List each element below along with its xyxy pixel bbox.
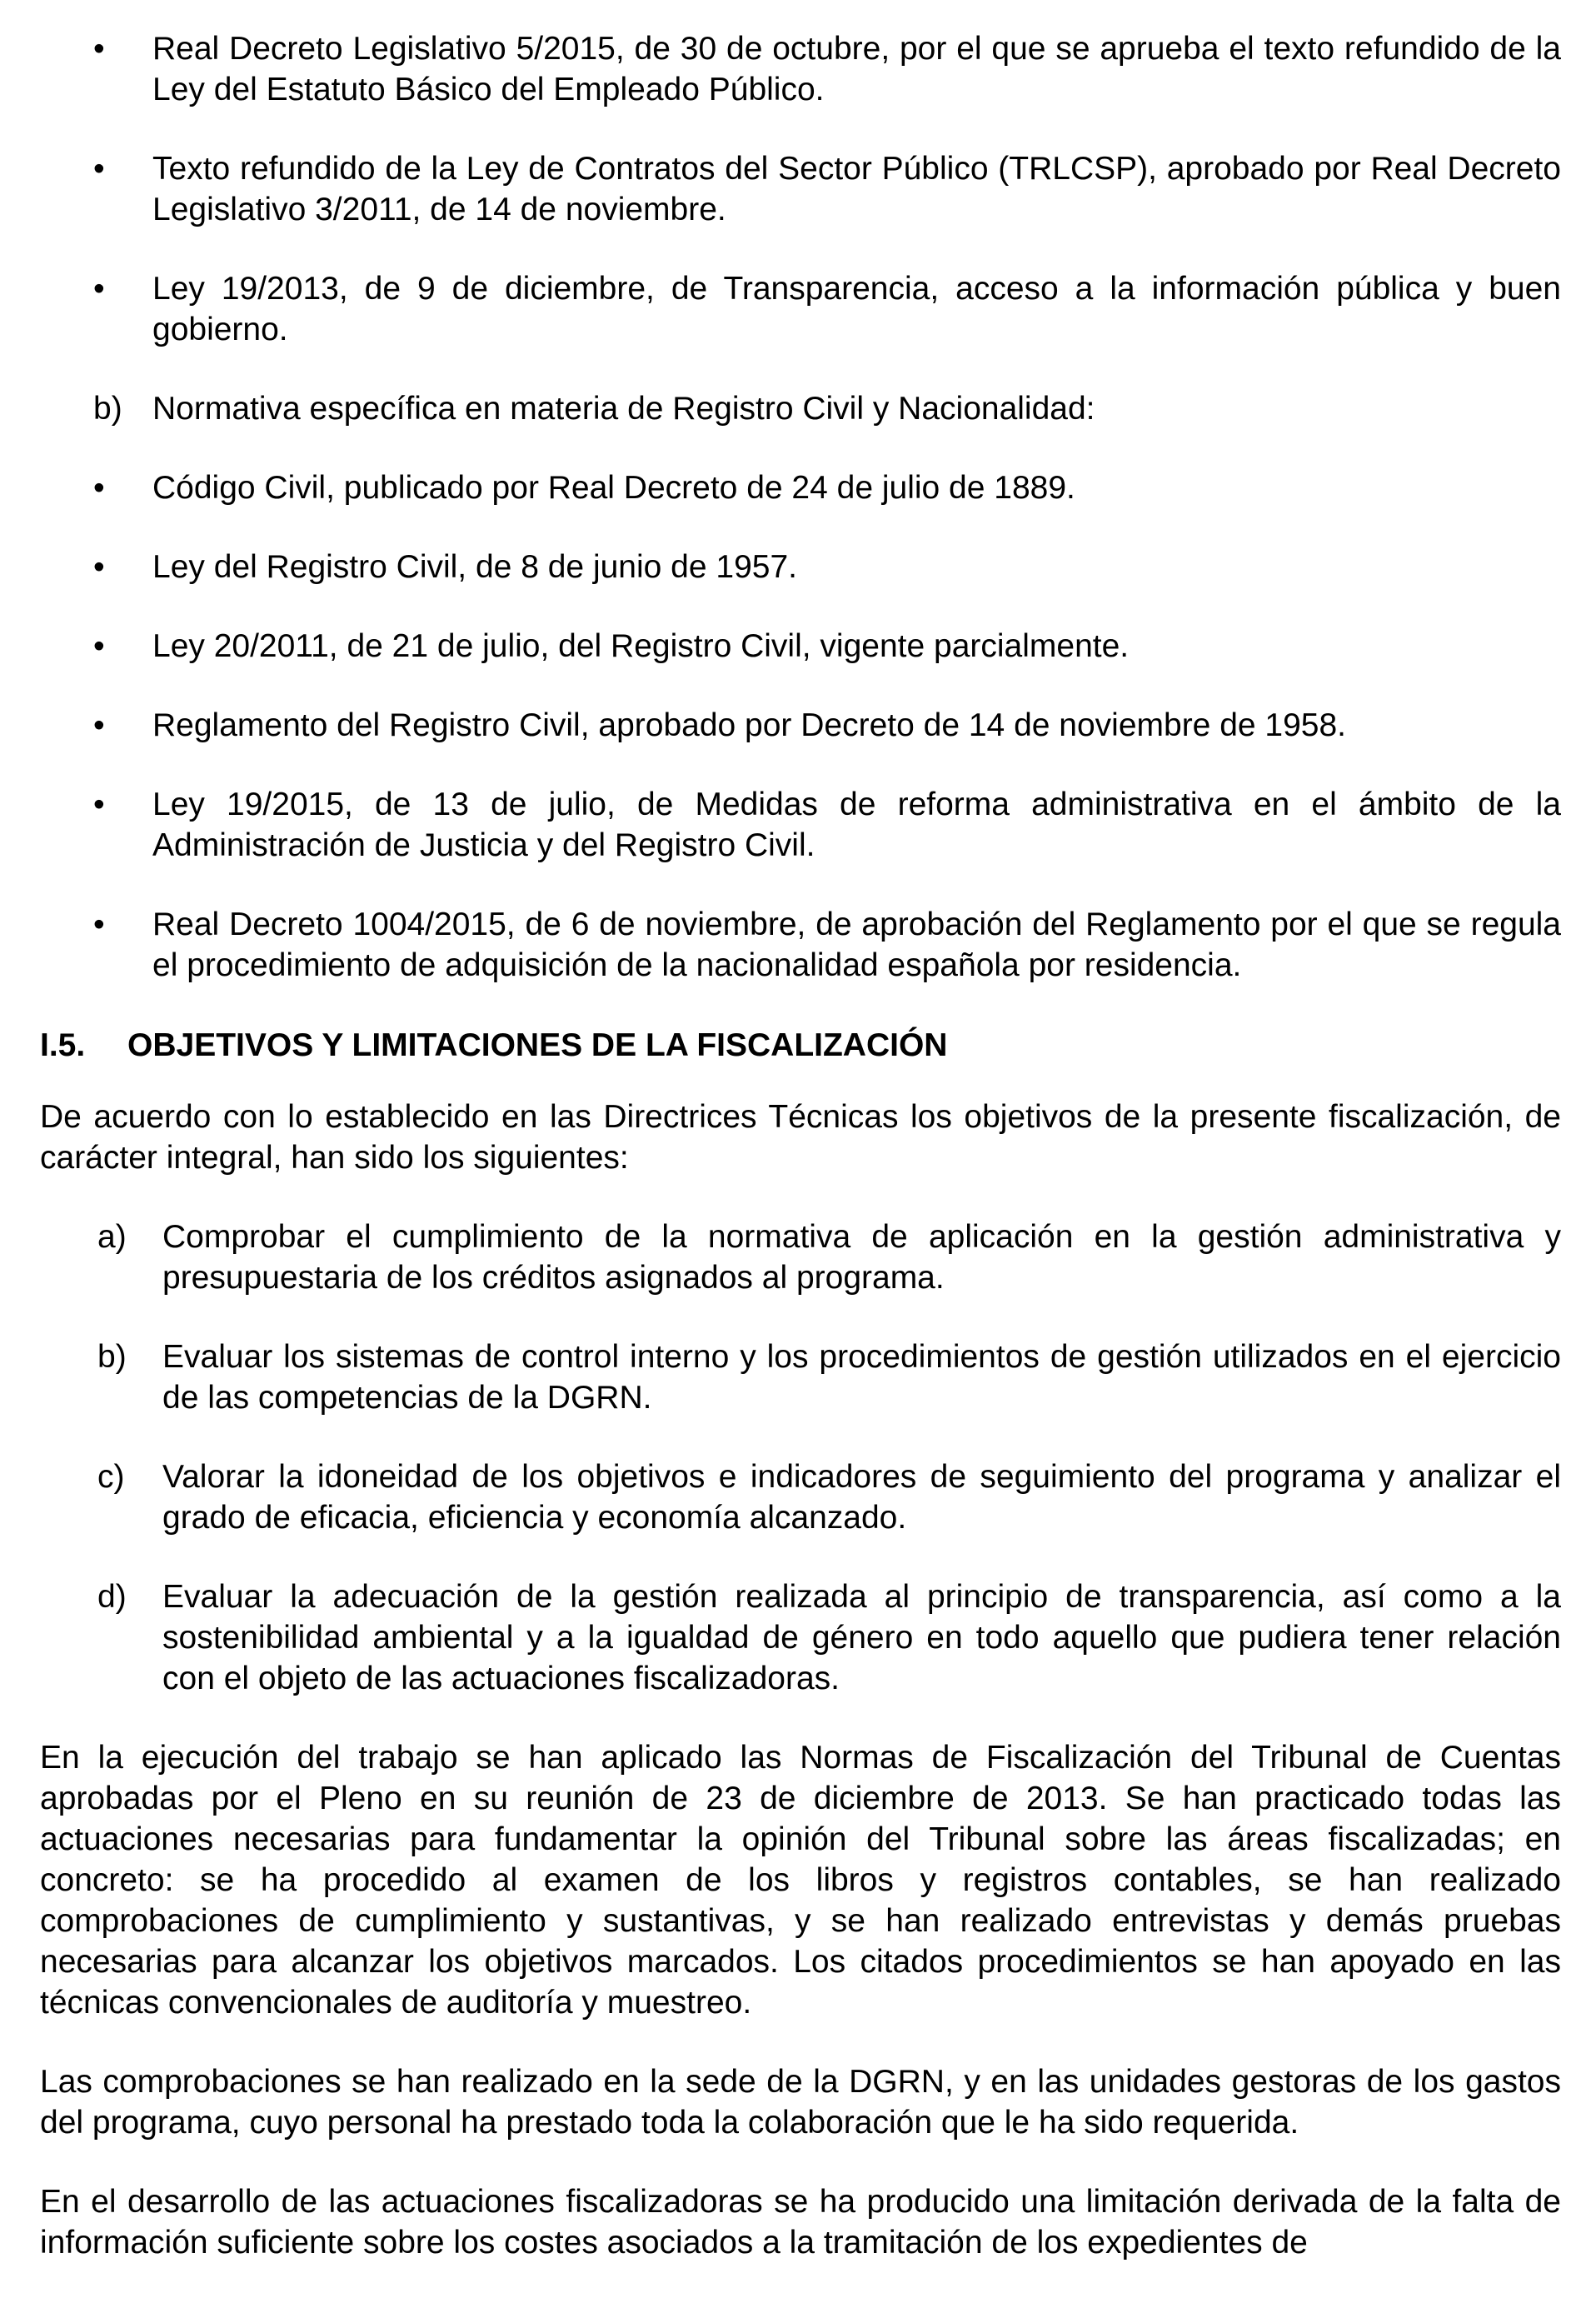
- bullet-icon: •: [93, 707, 105, 743]
- section-number: I.5.: [40, 1027, 86, 1063]
- objective-item: [40, 1216, 1561, 1298]
- list-item-text: Código Civil, publicado por Real Decreto de 24 de julio de 1889.: [152, 470, 1075, 506]
- objective-marker: a): [97, 1219, 127, 1255]
- list-item-text: Texto refundido de la Ley de Contratos del Sector Público (TRLCSP), aprobado por Real Decreto Legislativo 3/2011, de 14 de noviembre.: [152, 151, 1561, 227]
- list-item-text: Ley del Registro Civil, de 8 de junio de 1957.: [152, 549, 797, 585]
- bullet-icon: •: [93, 31, 105, 67]
- subsection-marker: b): [93, 391, 122, 427]
- list-item: [40, 705, 1561, 746]
- list-item-text: Ley 19/2013, de 9 de diciembre, de Transparencia, acceso a la información pública y buen gobierno.: [152, 271, 1561, 347]
- list-item: [40, 467, 1561, 508]
- list-item: [40, 148, 1561, 230]
- subsection-heading: [40, 388, 1561, 429]
- section-heading: [40, 1025, 1561, 1066]
- intro-paragraph: De acuerdo con lo establecido en las Directrices Técnicas los objetivos de la presente fiscalización, de carácter integral, han sido los siguientes:: [40, 1099, 1561, 1176]
- objective-text: Comprobar el cumplimiento de la normativa de aplicación en la gestión administrativa y presupuestaria de los créditos asignados al programa.: [162, 1219, 1561, 1296]
- bullet-icon: •: [93, 470, 105, 506]
- list-item-text: Ley 20/2011, de 21 de julio, del Registro Civil, vigente parcialmente.: [152, 628, 1130, 664]
- bullet-icon: •: [93, 151, 105, 187]
- objective-item: [40, 1456, 1561, 1538]
- page-content: [40, 28, 1561, 2263]
- bullet-icon: •: [93, 271, 105, 307]
- objective-text: Evaluar la adecuación de la gestión realizada al principio de transparencia, así como a la sostenibilidad ambiental y a la igualdad de género en todo aquello que pudiera tener relación con el objeto de las actuaciones fiscalizadoras.: [162, 1579, 1561, 1696]
- list-item: [40, 547, 1561, 587]
- body-paragraph: En el desarrollo de las actuaciones fiscalizadoras se ha producido una limitación derivada de la falta de información suficiente sobre los costes asociados a la tramitación de los expedientes de: [40, 2184, 1561, 2261]
- bullet-icon: •: [93, 549, 105, 585]
- section-title: OBJETIVOS Y LIMITACIONES DE LA FISCALIZACIÓN: [127, 1027, 948, 1063]
- body-paragraph: Las comprobaciones se han realizado en la sede de la DGRN, y en las unidades gestoras de los gastos del programa, cuyo personal ha prestado toda la colaboración que le ha sido requerida.: [40, 2064, 1561, 2141]
- list-item: [40, 904, 1561, 986]
- list-item: [40, 28, 1561, 110]
- objective-marker: c): [97, 1459, 125, 1495]
- list-item-text: Ley 19/2015, de 13 de julio, de Medidas de reforma administrativa en el ámbito de la Administración de Justicia y del Registro Civil.: [152, 787, 1561, 863]
- bullet-icon: •: [93, 787, 105, 822]
- bullet-icon: •: [93, 628, 105, 664]
- body-paragraph: En la ejecución del trabajo se han aplicado las Normas de Fiscalización del Tribunal de Cuentas aprobadas por el Pleno en su reunión de 23 de diciembre de 2013. Se han practicado todas las actuaciones necesarias para fundamentar la opinión del Tribunal sobre las áreas fiscalizadas; en concreto: se ha procedido al examen de los libros y registros contables, se han realizado comprobaciones de cumplimiento y sustantivas, y se han realizado entrevistas y demás pruebas necesarias para alcanzar los objetivos marcados. Los citados procedimientos se han apoyado en las técnicas convencionales de auditoría y muestreo.: [40, 1740, 1561, 2021]
- objective-text: Evaluar los sistemas de control interno y los procedimientos de gestión utilizados en el ejercicio de las competencias de la DGRN.: [162, 1339, 1561, 1416]
- list-item-text: Real Decreto Legislativo 5/2015, de 30 de octubre, por el que se aprueba el texto refundido de la Ley del Estatuto Básico del Empleado Público.: [152, 31, 1561, 107]
- objective-item: [40, 1336, 1561, 1418]
- list-item-text: Reglamento del Registro Civil, aprobado por Decreto de 14 de noviembre de 1958.: [152, 707, 1347, 743]
- bullet-icon: •: [93, 907, 105, 942]
- objective-marker: d): [97, 1579, 127, 1615]
- subsection-text: Normativa específica en materia de Registro Civil y Nacionalidad:: [152, 391, 1095, 427]
- list-item: [40, 626, 1561, 667]
- list-item-text: Real Decreto 1004/2015, de 6 de noviembre, de aprobación del Reglamento por el que se regula el procedimiento de adquisición de la nacionalidad española por residencia.: [152, 907, 1561, 983]
- list-item: [40, 268, 1561, 350]
- objective-item: [40, 1576, 1561, 1699]
- list-item: [40, 784, 1561, 866]
- objective-text: Valorar la idoneidad de los objetivos e indicadores de seguimiento del programa y analizar el grado de eficacia, eficiencia y economía alcanzado.: [162, 1459, 1561, 1536]
- objective-marker: b): [97, 1339, 127, 1375]
